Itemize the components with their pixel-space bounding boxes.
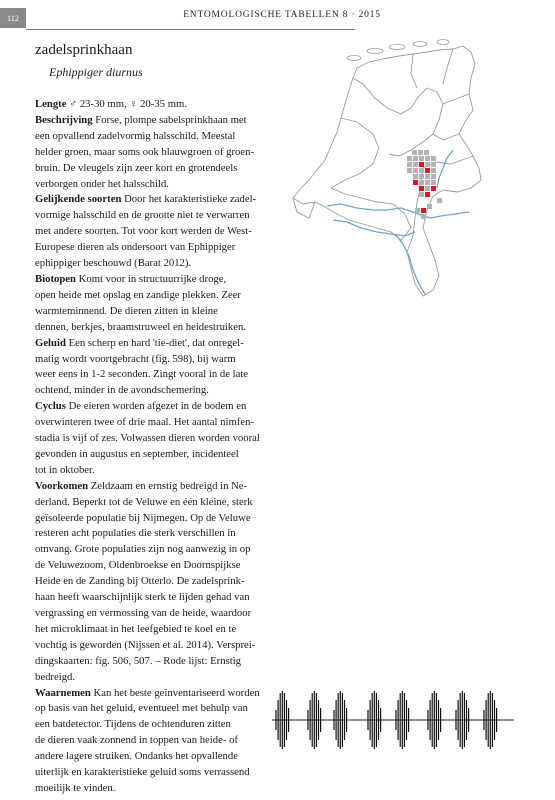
old-record-cell <box>425 162 430 167</box>
section-line: geïsoleerde populatie bij Nijmegen. Op de Veluwe <box>35 511 251 524</box>
species-common-name: zadelsprinkhaan <box>35 42 133 58</box>
map-rivers <box>327 150 469 294</box>
section <box>35 336 287 400</box>
recent-record-cell <box>425 192 430 197</box>
section-line: ochtend, minder in de avondschemering. <box>35 384 209 397</box>
old-record-cell <box>431 168 436 173</box>
section-line: uiterlijk en karakteristieke geluid soms verrassend <box>35 766 250 779</box>
section-label: Waarnemen <box>35 686 91 699</box>
section-label: Geluid <box>35 336 66 349</box>
section-line: helder groen, maar soms ook blauwgroen of groen- <box>35 145 255 158</box>
section <box>35 479 287 686</box>
old-record-cell <box>413 168 418 173</box>
section-line: verborgen onder het halsschild. <box>35 177 169 190</box>
recent-record-cell <box>419 162 424 167</box>
old-record-cell <box>425 156 430 161</box>
map-islands <box>347 40 449 61</box>
section-line: omvang. Grote populaties zijn nog aanwezig in op <box>35 543 251 556</box>
old-record-cell <box>415 208 420 213</box>
map-outline <box>293 46 481 296</box>
section <box>35 686 287 797</box>
section-label: Cyclus <box>35 400 66 413</box>
old-record-cell <box>419 174 424 179</box>
section-line: matig wordt voortgebracht (fig. 598), bij warm <box>35 352 236 365</box>
old-record-cell <box>424 150 429 155</box>
page-number: 112 <box>0 8 26 28</box>
section-line: Zeldzaam en ernstig bedreigd in Ne- <box>90 479 248 492</box>
section-line: haan heeft waarschijnlijk sterk te lijden gehad van <box>35 591 250 604</box>
section-line: op basis van het geluid, eventueel met behulp van <box>35 702 248 715</box>
section-line: tot in oktober. <box>35 463 95 476</box>
section <box>35 272 287 336</box>
old-record-cell <box>425 180 430 185</box>
section <box>35 399 287 479</box>
section-line: Door het karakteristieke zadel- <box>124 193 257 206</box>
section-label: Gelijkende soorten <box>35 193 122 206</box>
section <box>35 97 287 113</box>
recent-record-cell <box>421 208 426 213</box>
section-line: vochtig is geworden (Nijssen et al. 2014). Versprei- <box>35 638 256 651</box>
section <box>35 113 287 193</box>
old-record-cell <box>413 156 418 161</box>
old-record-cell <box>419 192 424 197</box>
island <box>347 56 361 61</box>
old-record-cell <box>437 198 442 203</box>
section-line: ephippiger beschouwd (Barat 2012). <box>35 257 192 270</box>
section-label: Voorkomen <box>35 479 89 492</box>
section-line: vormige halsschild en de grootte niet te verwarren <box>35 209 250 222</box>
old-record-cell <box>419 156 424 161</box>
section-line: De eieren worden afgezet in de bodem en <box>68 400 247 413</box>
section-line: moeilijk te vinden. <box>35 781 116 794</box>
old-record-cell <box>425 186 430 191</box>
section-line: open heide met opslag en zandige plekken. Zeer <box>35 288 241 301</box>
old-record-cell <box>407 156 412 161</box>
section-line: stadia is vijf of zes. Volwassen dieren worden vooral <box>35 432 260 445</box>
old-record-cell <box>412 150 417 155</box>
old-record-cell <box>431 180 436 185</box>
old-record-cell <box>407 168 412 173</box>
species-scientific-name: Ephippiger diurnus <box>49 65 143 79</box>
old-record-cell <box>413 174 418 179</box>
old-record-cell <box>421 214 426 219</box>
old-record-cell <box>427 204 432 209</box>
section-line: de Veluwezoom, Oldenbroekse en Doornspijkse <box>35 559 241 572</box>
old-record-cell <box>407 162 412 167</box>
section-line: Heide en de Zanding bij Otterlo. De zadelsprink- <box>35 575 245 588</box>
section-label: Biotopen <box>35 272 76 285</box>
old-record-cell <box>419 180 424 185</box>
section-line: weer eens in 1-2 seconden. Zingt vooral in de late <box>35 368 249 381</box>
old-record-cell <box>419 168 424 173</box>
section-line: het microklimaat in het leefgebied te koel en te <box>35 622 237 635</box>
section-line: Forse, plompe sabelsprinkhaan met <box>95 113 247 126</box>
section-line: de dieren vaak zonnend in toppen van heide- of <box>35 734 238 747</box>
section-line: een batdetector. Tijdens de ochtenduren zitten <box>35 718 231 731</box>
section-label: Beschrijving <box>35 113 93 126</box>
island <box>389 45 405 50</box>
old-record-cell <box>418 150 423 155</box>
island <box>413 42 427 47</box>
recent-record-cell <box>425 168 430 173</box>
section-line: een opvallend zadelvormig halsschild. Meestal <box>35 129 236 142</box>
old-record-cell <box>413 162 418 167</box>
old-record-cell <box>431 162 436 167</box>
island <box>437 40 449 45</box>
section-line: gevonden in augustus en september, incidenteel <box>35 447 239 460</box>
header-rule <box>26 29 355 30</box>
section-line: overwinteren twee of drie maal. Het aantal nimfen- <box>35 416 254 429</box>
section-line: bedreigd. <box>35 670 76 683</box>
old-record-cell <box>425 174 430 179</box>
section-line: andere lagere struiken. Ondanks het opvallende <box>35 750 238 763</box>
species-description <box>35 97 287 797</box>
recent-record-cell <box>431 186 436 191</box>
section-line: Een scherp en hard 'tie-diet', dat onregel- <box>68 336 244 349</box>
section-line: Kan het beste geïnventariseerd worden <box>93 686 260 699</box>
distribution-map <box>287 38 555 304</box>
island <box>367 49 383 54</box>
running-title: ENTOMOLOGISCHE TABELLEN 8 · 2015 <box>183 10 381 20</box>
section-line: Europese dieren als ondersoort van Ephippiger <box>35 241 236 254</box>
section-label: Lengte <box>35 98 67 110</box>
section <box>35 192 287 272</box>
recent-record-cell <box>413 180 418 185</box>
section-line: resteren acht populaties die sterk verschillen in <box>35 527 236 540</box>
song-oscillogram <box>272 690 514 750</box>
section-line: Komt voor in structuurrijke droge, <box>78 272 227 285</box>
recent-record-cell <box>419 186 424 191</box>
old-record-cell <box>431 174 436 179</box>
section-line: derland. Beperkt tot de Veluwe en één kleine, sterk <box>35 495 253 508</box>
section-line: dennen, berkjes, braamstruweel en heidestruiken. <box>35 320 246 333</box>
section-line: dingskaarten: fig. 506, 507. – Rode lijst: Ernstig <box>35 654 242 667</box>
old-record-cell <box>431 156 436 161</box>
section-line: met andere soorten. Tot voor kort werden de West- <box>35 225 252 238</box>
section-line: vergrassing en vermossing van de heide, waardoor <box>35 607 252 619</box>
section-line: warmteminnend. De dieren zitten in kleine <box>35 304 218 317</box>
section-line: ♂ 23-30 mm, ♀ 20-35 mm. <box>69 98 187 110</box>
section-line: bruin. De vleugels zijn zeer kort en grotendeels <box>35 161 238 174</box>
